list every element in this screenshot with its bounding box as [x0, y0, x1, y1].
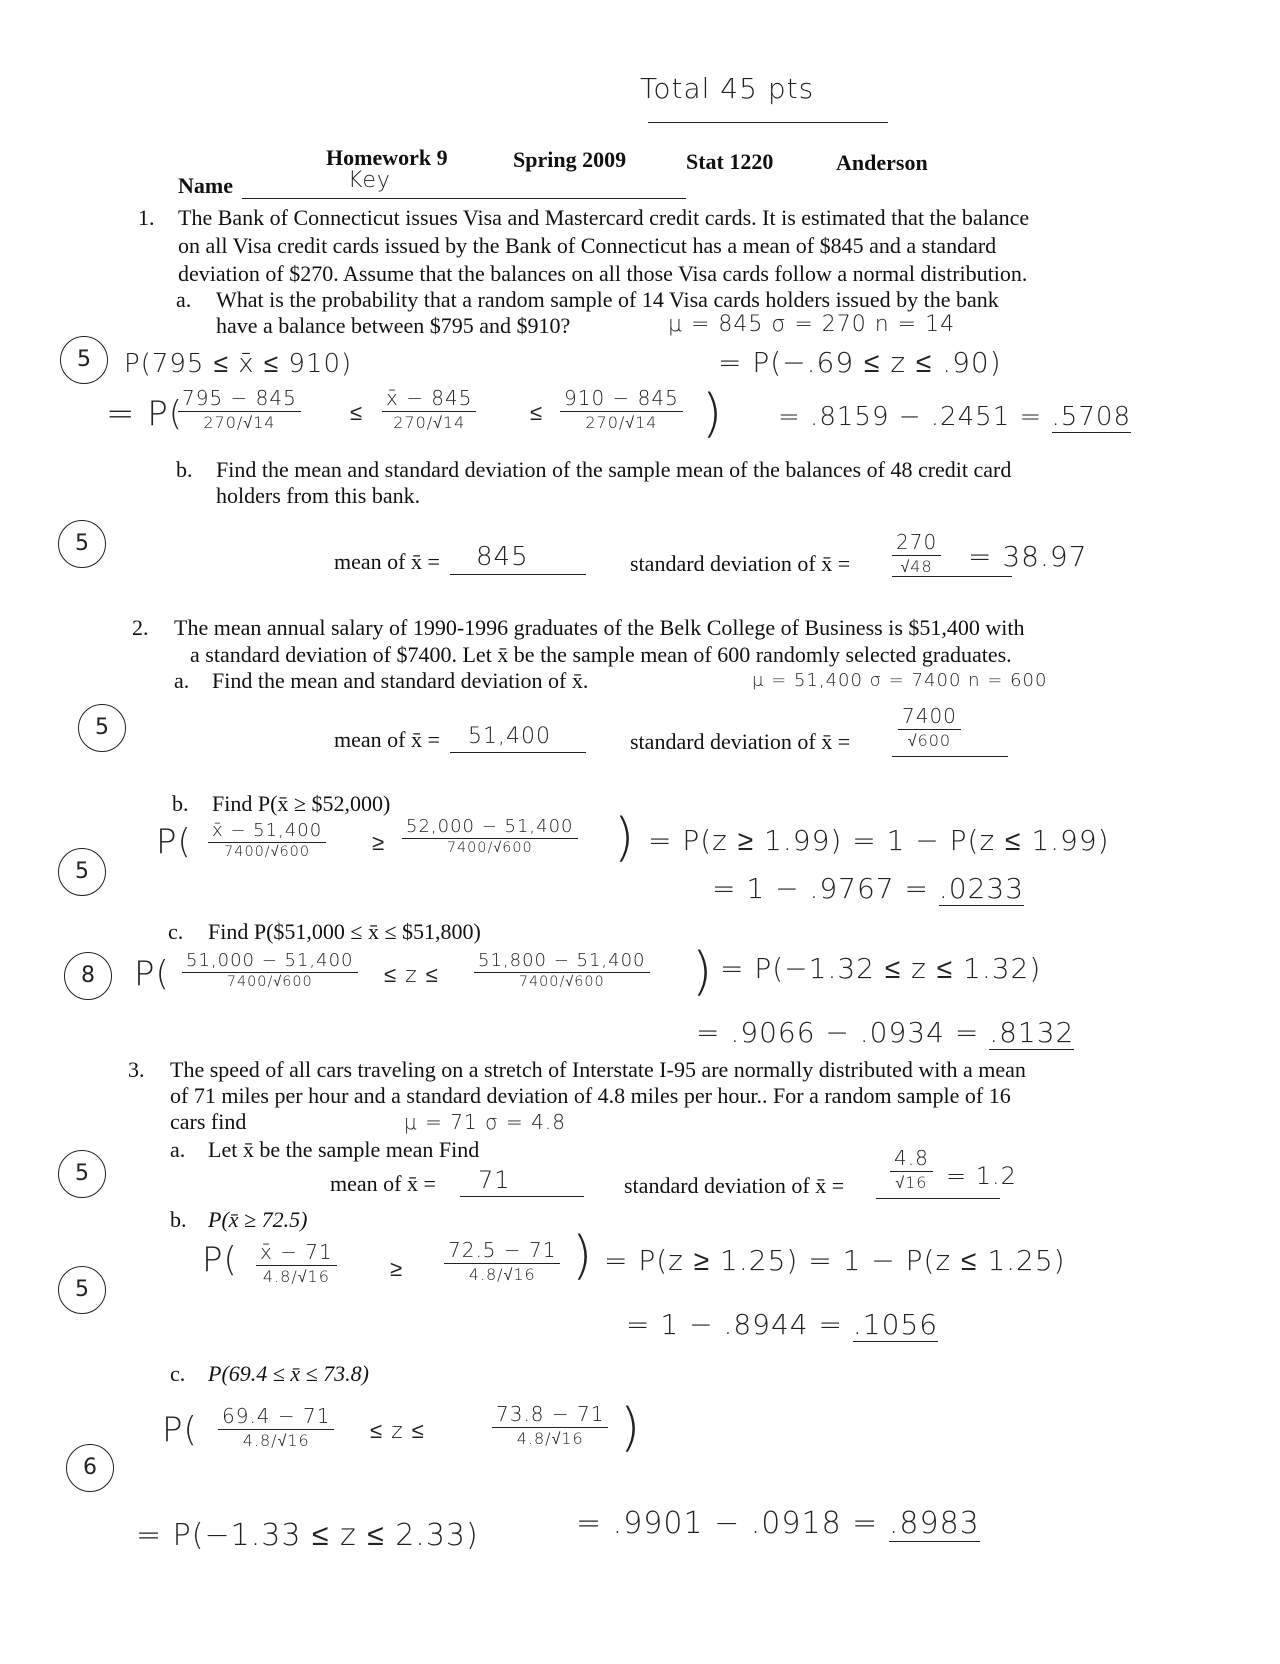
q2-number: 2. — [132, 615, 149, 640]
q3c-result — [576, 1506, 980, 1541]
q2a-sd-den: √600 — [907, 731, 952, 750]
q3b-step: = P(z ≥ 1.25) = 1 − P(z ≤ 1.25) — [604, 1244, 1066, 1277]
q1b-sd-fraction — [892, 530, 941, 577]
q1-text-line: The Bank of Connecticut issues Visa and Mastercard credit cards. It is estimated that the balance — [178, 205, 1030, 230]
q3c-step: = P(−1.33 ≤ z ≤ 2.33) — [136, 1518, 479, 1553]
q3b-result-text: = 1 − .8944 = — [626, 1308, 853, 1341]
q2a-mean-label: mean of x̄ = — [334, 727, 440, 752]
q2c-frac-num: 51,000 − 51,400 — [182, 950, 358, 973]
q1a-text-line: What is the probability that a random sample of 14 Visa cards holders issued by the bank — [216, 287, 999, 312]
q3c-middle: ≤ z ≤ — [370, 1419, 425, 1444]
q1a-answer: .5708 — [1051, 402, 1131, 432]
q2c-middle: ≤ z ≤ — [384, 963, 439, 988]
q3c-close-paren: ) — [620, 1398, 641, 1458]
q1a-close-paren: ) — [702, 384, 723, 444]
q2b-frac-den: 7400/√600 — [224, 844, 310, 860]
total-underline — [648, 122, 888, 123]
q3c-result-text: = .9901 − .0918 = — [576, 1506, 889, 1541]
header-instructor: Anderson — [836, 150, 928, 175]
q1a-params: μ = 845 σ = 270 n = 14 — [668, 312, 956, 337]
q3c-prefix: P( — [162, 1410, 198, 1450]
q1a-fraction-lower — [178, 386, 301, 433]
q3-text-line: cars find — [170, 1109, 247, 1134]
q3a-mean-blank — [460, 1196, 584, 1197]
q3b-result — [626, 1308, 938, 1341]
q1-text-line: deviation of $270. Assume that the balances on all those Visa cards follow a normal distribution. — [178, 261, 1028, 286]
q3a-text: Let x̄ be the sample mean Find — [208, 1137, 480, 1162]
q2a-text: Find the mean and standard deviation of x̄. — [212, 668, 589, 693]
q3-number: 3. — [128, 1057, 145, 1082]
q2c-frac-num: 51,800 − 51,400 — [474, 950, 650, 973]
q3b-label: b. — [170, 1207, 187, 1232]
q2b-result — [712, 872, 1024, 905]
q2b-frac-num: 52,000 − 51,400 — [402, 816, 578, 839]
q2c-points-circle: 8 — [64, 952, 112, 1000]
q2b-frac-num: x̄ − 51,400 — [208, 820, 326, 843]
q2b-fraction-left — [208, 820, 326, 860]
q1a-leq: ≤ — [530, 401, 544, 426]
q3c-text: P(69.4 ≤ x̄ ≤ 73.8) — [208, 1361, 370, 1386]
q2c-result — [696, 1016, 1074, 1049]
q3c-frac-den: 4.8/√16 — [242, 1431, 310, 1450]
q3c-fraction-lower — [218, 1404, 334, 1451]
header-term: Spring 2009 — [513, 147, 627, 172]
q2a-sd-label: standard deviation of x̄ = — [630, 729, 851, 754]
q2b-result-text: = 1 − .9767 = — [712, 872, 939, 905]
q2a-sd-num: 7400 — [898, 704, 961, 730]
q2b-text: Find P(x̄ ≥ $52,000) — [212, 791, 391, 816]
q2c-frac-den: 7400/√600 — [518, 974, 605, 990]
q3b-text: P(x̄ ≥ 72.5) — [208, 1207, 308, 1232]
q3a-label: a. — [170, 1137, 186, 1162]
q1a-text-line: have a balance between $795 and $910? — [216, 313, 571, 338]
q3b-frac-den: 4.8/√16 — [468, 1265, 536, 1284]
q3c-frac-num: 69.4 − 71 — [218, 1404, 334, 1430]
q1b-text-line: Find the mean and standard deviation of the sample mean of the balances of 48 credit card — [216, 457, 1012, 482]
q3c-frac-num: 73.8 − 71 — [492, 1402, 608, 1428]
q2a-params: μ = 51,400 σ = 7400 n = 600 — [752, 670, 1048, 691]
q2b-prefix: P( — [156, 822, 192, 862]
q3b-geq: ≥ — [390, 1257, 404, 1282]
q2b-points-circle: 5 — [58, 848, 106, 896]
q2c-label: c. — [168, 919, 184, 944]
q2c-prefix: P( — [134, 954, 170, 994]
q2c-fraction-upper — [474, 950, 650, 990]
q1a-fraction-middle — [382, 386, 476, 433]
q3b-close-paren: ) — [572, 1226, 593, 1286]
q3c-answer: .8983 — [888, 1506, 980, 1541]
q1a-frac-den: 270/√14 — [585, 413, 658, 432]
total-points: Total 45 pts — [640, 72, 815, 105]
q1-text-line: on all Visa credit cards issued by the Bank of Connecticut has a mean of $845 and a standard — [178, 233, 997, 258]
q2b-label: b. — [172, 791, 189, 816]
q3b-frac-num: x̄ − 71 — [256, 1240, 337, 1266]
q2c-answer: .8132 — [989, 1016, 1075, 1049]
q3a-sd-num: 4.8 — [890, 1146, 933, 1172]
q3c-fraction-upper — [492, 1402, 608, 1449]
q1a-step1: P(795 ≤ x̄ ≤ 910) — [124, 349, 353, 379]
q3b-fraction-right — [444, 1238, 560, 1285]
q2a-points-circle: 5 — [78, 704, 126, 752]
q1b-sd-result: = 38.97 — [968, 540, 1088, 573]
q3b-frac-den: 4.8/√16 — [262, 1267, 330, 1286]
name-label: Name — [178, 173, 233, 198]
q2b-step: = P(z ≥ 1.99) = 1 − P(z ≤ 1.99) — [648, 824, 1110, 857]
q3-text-line: The speed of all cars traveling on a stretch of Interstate I-95 are normally distributed with a mean — [170, 1057, 1026, 1082]
q1a-fraction-upper — [560, 386, 683, 433]
q2a-sd-blank — [892, 756, 1008, 757]
header-course: Stat 1220 — [686, 149, 774, 174]
q2a-sd-fraction — [898, 704, 961, 751]
q1a-frac-den: 270/√14 — [203, 413, 276, 432]
q2c-step: = P(−1.32 ≤ z ≤ 1.32) — [720, 952, 1042, 985]
q1b-text-line: holders from this bank. — [216, 483, 421, 508]
q3b-fraction-left — [256, 1240, 337, 1287]
q3a-sd-fraction — [890, 1146, 933, 1193]
q1b-mean-blank — [450, 574, 586, 575]
q3c-label: c. — [170, 1361, 186, 1386]
q1b-mean-label: mean of x̄ = — [334, 549, 440, 574]
q2c-frac-den: 7400/√600 — [226, 974, 313, 990]
q3b-points-circle: 5 — [58, 1266, 106, 1314]
q2b-frac-den: 7400/√600 — [446, 840, 533, 856]
name-underline — [242, 198, 686, 199]
q2c-close-paren: ) — [692, 942, 713, 1002]
q2c-fraction-lower — [182, 950, 358, 990]
q1b-mean-value: 845 — [476, 542, 529, 572]
q3a-sd-blank — [876, 1198, 1000, 1199]
q1a-frac-num: 910 − 845 — [560, 386, 683, 412]
header-homework: Homework 9 — [326, 145, 448, 170]
q1a-label: a. — [176, 287, 192, 312]
q1-number: 1. — [138, 205, 155, 230]
q1a-prefix: = P( — [106, 394, 184, 434]
q1a-leq: ≤ — [350, 401, 364, 426]
q3b-frac-num: 72.5 − 71 — [444, 1238, 560, 1264]
q1b-sd-num: 270 — [892, 530, 941, 556]
q2b-close-paren: ) — [614, 808, 635, 868]
q3-text-line: of 71 miles per hour and a standard deviation of 4.8 miles per hour.. For a random sample of 16 — [170, 1083, 1011, 1108]
q2b-fraction-right — [402, 816, 578, 856]
q3a-mean-label: mean of x̄ = — [330, 1171, 436, 1196]
q3b-prefix: P( — [202, 1240, 238, 1280]
q2-text-line: a standard deviation of $7400. Let x̄ be the sample mean of 600 randomly selected graduates. — [190, 642, 1012, 667]
q1b-points-circle: 5 — [58, 520, 106, 568]
q1a-step2: = P(−.69 ≤ z ≤ .90) — [718, 346, 1002, 379]
q1a-points-circle: 5 — [60, 336, 108, 384]
q1b-label: b. — [176, 457, 193, 482]
q3a-sd-den: √16 — [895, 1173, 928, 1192]
q3a-sd-result: = 1.2 — [946, 1162, 1017, 1190]
q1a-result — [778, 402, 1131, 432]
q2a-label: a. — [174, 668, 190, 693]
q3c-frac-den: 4.8/√16 — [516, 1429, 584, 1448]
q3a-sd-label: standard deviation of x̄ = — [624, 1173, 845, 1198]
q1a-frac-num: 795 − 845 — [178, 386, 301, 412]
q2b-answer: .0233 — [938, 872, 1025, 905]
q2-text-line: The mean annual salary of 1990-1996 graduates of the Belk College of Business is $51,400 with — [174, 615, 1025, 640]
q2a-mean-blank — [450, 752, 586, 753]
q2b-geq: ≥ — [372, 831, 386, 856]
q3c-points-circle: 6 — [66, 1444, 114, 1492]
q1a-frac-num: x̄ − 845 — [382, 386, 476, 412]
q1b-sd-label: standard deviation of x̄ = — [630, 551, 851, 576]
q2c-result-text: = .9066 − .0934 = — [696, 1016, 990, 1049]
q1a-frac-den: 270/√14 — [393, 413, 466, 432]
q2a-mean-value: 51,400 — [468, 724, 551, 749]
q3b-answer: .1056 — [852, 1308, 939, 1341]
q3a-mean-value: 71 — [478, 1166, 511, 1194]
name-value: Key — [348, 168, 391, 193]
q1a-result-text: = .8159 − .2451 = — [778, 402, 1052, 432]
q3a-points-circle: 5 — [58, 1150, 106, 1198]
q3-params: μ = 71 σ = 4.8 — [404, 1110, 566, 1134]
q2c-text: Find P($51,000 ≤ x̄ ≤ $51,800) — [208, 919, 481, 944]
q1b-sd-den: √48 — [900, 557, 933, 576]
